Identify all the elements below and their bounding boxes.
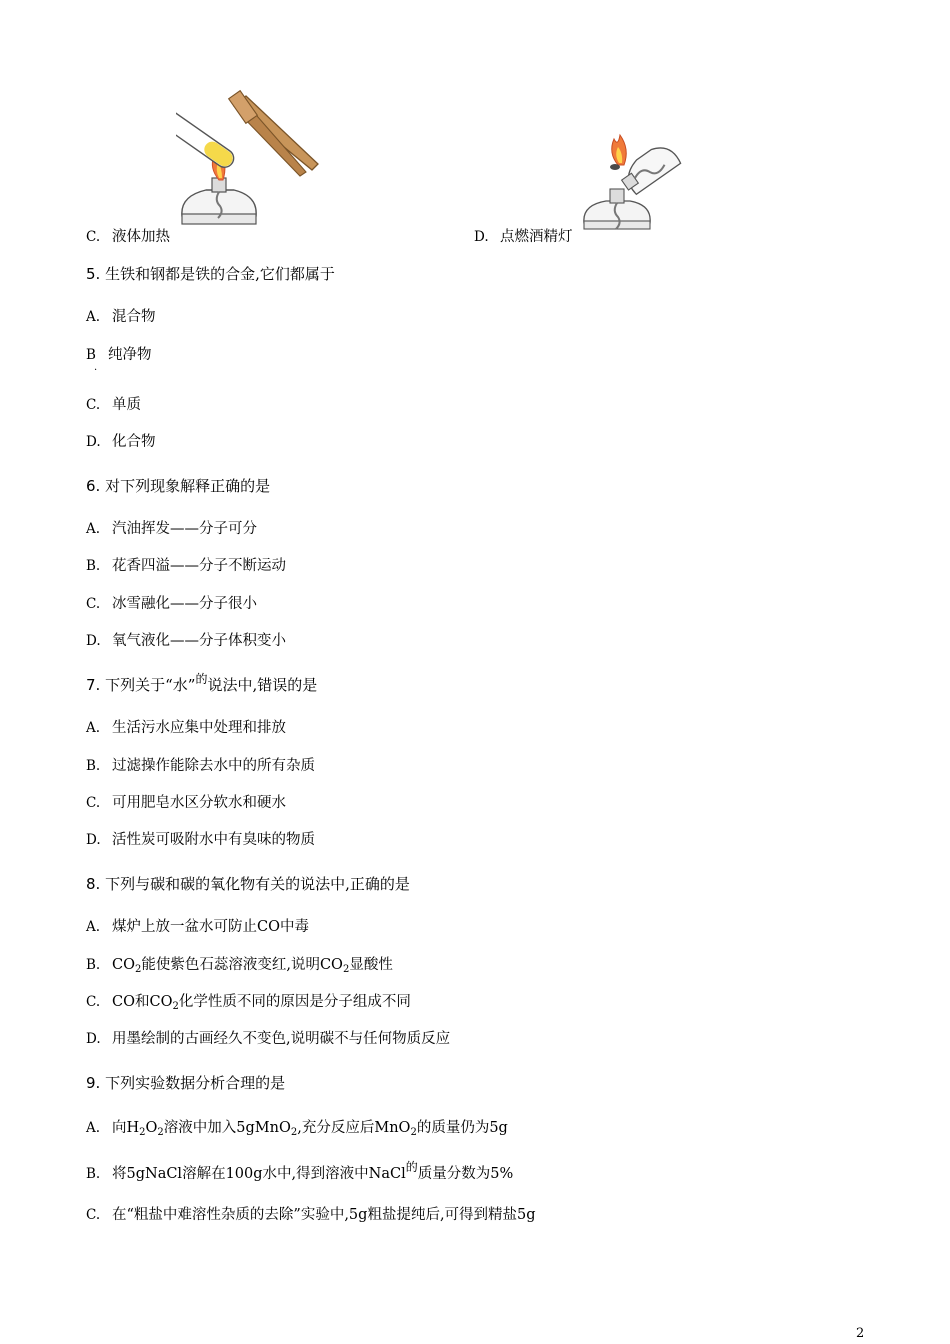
option-text: 过滤操作能除去水中的所有杂质 xyxy=(112,758,315,774)
option-text: ,充分反应后MnO xyxy=(297,1120,411,1136)
subscript: 2 xyxy=(410,1127,417,1138)
question-text: 生铁和钢都是铁的合金,它们都属于 xyxy=(105,265,335,283)
q6-option-a xyxy=(86,517,257,538)
option-letter: B. xyxy=(86,758,101,774)
question-text: 下列关于“水” xyxy=(105,676,196,694)
option-text: 的质量仍为5g xyxy=(416,1120,508,1136)
option-letter: A. xyxy=(86,919,101,935)
option-letter: B. xyxy=(86,558,101,574)
q5-option-a xyxy=(86,305,156,326)
question-text-raised: 的 xyxy=(195,672,208,686)
option-text: 显酸性 xyxy=(349,957,393,973)
option-letter: A. xyxy=(86,1120,101,1136)
q8-option-a xyxy=(86,915,309,936)
q9-option-b xyxy=(86,1162,513,1183)
stray-dot: . xyxy=(94,362,98,373)
liquid-heating-figure xyxy=(176,88,324,240)
question-number: 5. xyxy=(86,265,101,283)
question-text: 下列与碳和碳的氧化物有关的说法中,正确的是 xyxy=(105,875,410,893)
option-letter: A. xyxy=(86,309,101,325)
option-d-figure xyxy=(474,225,573,246)
option-text: 汽油挥发——分子可分 xyxy=(112,521,257,537)
option-text: 溶液中加入5gMnO xyxy=(163,1120,291,1136)
option-text: 煤炉上放一盆水可防止CO中毒 xyxy=(112,919,309,935)
q8-option-d xyxy=(86,1027,450,1048)
question-6-stem xyxy=(86,475,270,496)
option-text: 生活污水应集中处理和排放 xyxy=(112,720,286,736)
q7-option-c xyxy=(86,791,286,812)
question-text: 对下列现象解释正确的是 xyxy=(105,477,271,495)
option-text: 单质 xyxy=(112,397,141,413)
q6-option-d xyxy=(86,629,286,650)
option-letter: D. xyxy=(86,633,101,649)
q9-option-a xyxy=(86,1116,508,1137)
q8-option-c xyxy=(86,990,411,1011)
option-text: 纯净物 xyxy=(108,347,152,363)
option-letter: C. xyxy=(86,994,101,1010)
option-text: 点燃酒精灯 xyxy=(500,229,573,245)
subscript: 2 xyxy=(139,1127,146,1138)
question-number: 7. xyxy=(86,676,101,694)
option-text: CO xyxy=(112,957,135,973)
option-text: 液体加热 xyxy=(112,229,170,245)
question-number: 6. xyxy=(86,477,101,495)
option-text: 用墨绘制的古画经久不变色,说明碳不与任何物质反应 xyxy=(112,1031,451,1047)
option-letter: D. xyxy=(86,832,101,848)
option-text: 活性炭可吸附水中有臭味的物质 xyxy=(112,832,315,848)
subscript: 2 xyxy=(172,1001,179,1012)
q5-option-c xyxy=(86,393,141,414)
option-text: 冰雪融化——分子很小 xyxy=(112,596,257,612)
option-letter: A. xyxy=(86,521,101,537)
option-letter: A. xyxy=(86,720,101,736)
option-c-figure xyxy=(86,225,170,246)
q7-option-b xyxy=(86,754,315,775)
option-text: 可用肥皂水区分软水和硬水 xyxy=(112,795,286,811)
option-letter: B xyxy=(86,347,96,363)
option-letter: D. xyxy=(474,229,489,245)
option-text: O xyxy=(145,1120,158,1136)
subscript: 2 xyxy=(134,964,142,975)
subscript: 2 xyxy=(157,1127,164,1138)
question-text: 说法中,错误的是 xyxy=(207,676,318,694)
option-text: 在“粗盐中难溶性杂质的去除”实验中,5g粗盐提纯后,可得到精盐5g xyxy=(112,1207,536,1223)
question-9-stem xyxy=(86,1072,285,1093)
option-letter: C. xyxy=(86,795,101,811)
question-8-stem xyxy=(86,873,410,894)
q5-option-b xyxy=(86,343,152,364)
option-letter: C. xyxy=(86,1207,101,1223)
option-text: 将5gNaCl溶解在100g水中,得到溶液中NaCl xyxy=(112,1166,406,1182)
option-text: 向H xyxy=(112,1120,140,1136)
alcohol-lamp-lighting-figure xyxy=(578,133,688,243)
q9-option-c xyxy=(86,1203,536,1224)
option-letter: D. xyxy=(86,1031,101,1047)
q7-option-a xyxy=(86,716,286,737)
option-text: 化合物 xyxy=(112,434,156,450)
option-text: 能使紫色石蕊溶液变红,说明CO xyxy=(141,957,343,973)
q5-option-d xyxy=(86,430,156,451)
page-number: 2 xyxy=(856,1326,865,1341)
subscript: 2 xyxy=(342,964,350,975)
option-text: CO和CO xyxy=(112,994,173,1010)
option-text-raised: 的 xyxy=(405,1160,418,1174)
option-text: 花香四溢——分子不断运动 xyxy=(112,558,286,574)
question-5-stem xyxy=(86,263,335,284)
option-text: 化学性质不同的原因是分子组成不同 xyxy=(178,994,411,1010)
question-number: 8. xyxy=(86,875,101,893)
option-letter: D. xyxy=(86,434,101,450)
q6-option-b xyxy=(86,554,286,575)
option-letter: B. xyxy=(86,957,101,973)
subscript: 2 xyxy=(290,1127,298,1138)
option-letter: C. xyxy=(86,229,101,245)
question-text: 下列实验数据分析合理的是 xyxy=(105,1074,286,1092)
option-letter: C. xyxy=(86,596,101,612)
question-number: 9. xyxy=(86,1074,101,1092)
q7-option-d xyxy=(86,828,315,849)
option-text: 混合物 xyxy=(112,309,156,325)
option-letter: B. xyxy=(86,1166,101,1182)
q8-option-b xyxy=(86,953,393,974)
option-text: 质量分数为5% xyxy=(417,1166,514,1182)
option-letter: C. xyxy=(86,397,101,413)
option-text: 氧气液化——分子体积变小 xyxy=(112,633,286,649)
q6-option-c xyxy=(86,592,257,613)
question-7-stem xyxy=(86,674,317,695)
